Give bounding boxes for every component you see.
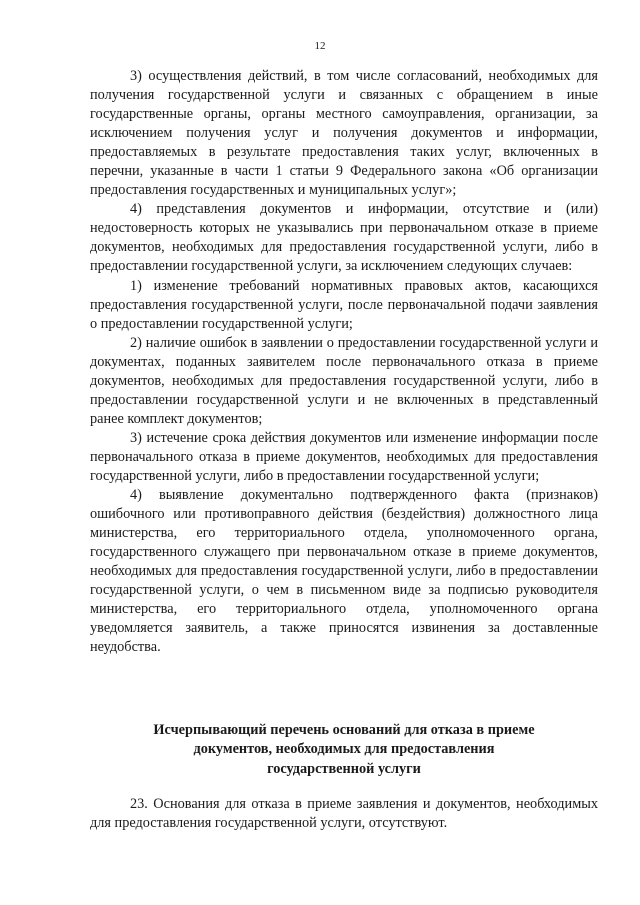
page-number: 12 bbox=[314, 40, 326, 52]
body-text bbox=[90, 67, 598, 657]
paragraph-subitem-4: 4) выявление документально подтвержденного факта (признаков) ошибочного или противоправного действия (бездействия) должностного лица министерства, его территориального отдела, уполномоченного органа, государственного служащего при первоначальном отказе в приеме документов, необходимых для предоставления государственной услуги, либо в предоставлении государственной услуги, о чем в письменном виде за подписью руководителя министерства, его территориального отдела, уполномоченного органа уведомляется заявитель, а также приносятся извинения за доставленные неудобства. bbox=[90, 487, 598, 656]
final-text bbox=[90, 795, 598, 833]
paragraph-subitem-1: 1) изменение требований нормативных правовых актов, касающихся предоставления государственной услуги, после первоначальной подачи заявления о предоставлении государственной услуги; bbox=[90, 277, 598, 332]
paragraph-item-3-actions: 3) осуществления действий, в том числе согласований, необходимых для получения государственной услуги и связанных с обращением в иные государственные органы, органы местного самоуправления, организации, за исключением получения услуг и получения документов и информации, предоставляемых в результате предоставления таких услуг, включенных в перечни, указанные в части 1 статьи 9 Федерального закона «Об организации предоставления государственных и муниципальных услуг»; bbox=[90, 68, 598, 199]
paragraph-subitem-3: 3) истечение срока действия документов или изменение информации после первоначального отказа в приеме документов, необходимых для предоставления государственной услуги, либо в предоставлении государственной услуги; bbox=[90, 429, 598, 484]
heading-line: документов, необходимых для предоставления bbox=[193, 741, 495, 758]
paragraph-item-4-documents: 4) представления документов и информации, отсутствие и (или) недостоверность которых не указывались при первоначальном отказе в приеме документов, необходимых для предоставления государственной услуги, либо в предоставлении государственной услуги, за исключением следующих случаев: bbox=[90, 201, 598, 275]
paragraph-23: 23. Основания для отказа в приеме заявления и документов, необходимых для предоставления государственной услуги, отсутствуют. bbox=[90, 796, 598, 832]
paragraph-subitem-2: 2) наличие ошибок в заявлении о предоставлении государственной услуги и документах, поданных заявителем после первоначального отказа в приеме документов, необходимых для предоставления государственной услуги, либо в предоставлении государственной услуги и не включенных в представленный ранее комплект документов; bbox=[90, 334, 598, 427]
section-heading bbox=[90, 721, 598, 779]
heading-line: государственной услуги bbox=[267, 760, 421, 777]
heading-line: Исчерпывающий перечень оснований для отказа в приеме bbox=[153, 722, 535, 738]
